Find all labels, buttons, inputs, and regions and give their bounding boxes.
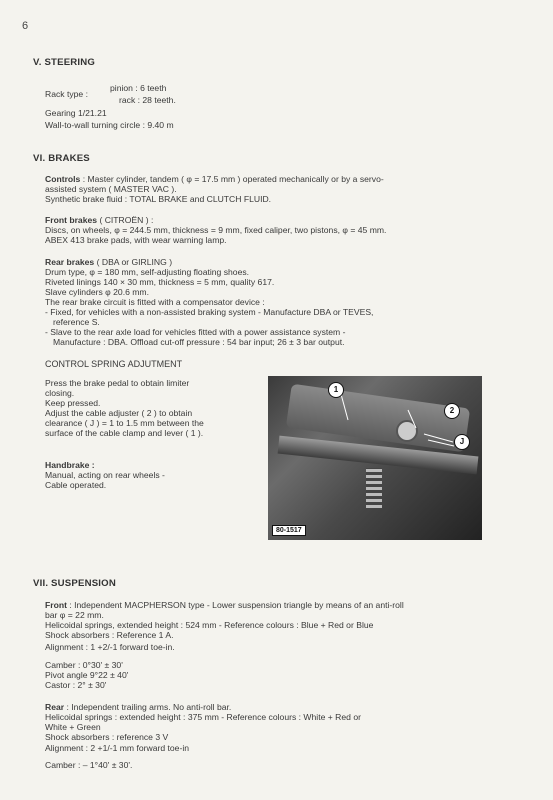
spring-line-2: closing. <box>45 388 75 398</box>
rear-suspension-text: : Independent trailing arms. No anti-roll bar. <box>66 702 232 712</box>
controls-line-1 <box>45 174 384 184</box>
spring-line-3: Keep pressed. <box>45 398 101 408</box>
front-brakes-maker: ( CITROËN ) : <box>99 215 154 225</box>
rear-camber: Camber : – 1°40' ± 30'. <box>45 760 133 770</box>
rear-brakes-line-5: - Fixed, for vehicles with a non-assisted braking system - Manufacture DBA or TEVES, <box>45 307 374 317</box>
turning-circle-spec: Wall-to-wall turning circle : 9.40 m <box>45 120 174 130</box>
rear-brakes-line-2: Riveted linings 140 × 30 mm, thickness = 5 mm, quality 617. <box>45 277 275 287</box>
rear-brakes-line-3: Slave cylinders φ 20.6 mm. <box>45 287 149 297</box>
front-pivot-angle: Pivot angle 9°22 ± 40' <box>45 670 129 680</box>
rear-suspension-title: Rear <box>45 702 65 712</box>
rear-brakes-maker: ( DBA or GIRLING ) <box>96 257 173 267</box>
pinion-spec: pinion : 6 teeth <box>110 83 167 93</box>
callout-j: J <box>454 434 470 450</box>
rear-brakes-line-1: Drum type, φ = 180 mm, self-adjusting floating shoes. <box>45 267 250 277</box>
controls-line-2: assisted system ( MASTER VAC ). <box>45 184 177 194</box>
spring-line-6: surface of the cable clamp and lever ( 1 ). <box>45 428 204 438</box>
front-alignment: Alignment : 1 +2/-1 forward toe-in. <box>45 642 175 652</box>
controls-title: Controls <box>45 174 81 184</box>
front-brakes-title-line <box>45 215 153 225</box>
front-suspension-line-3: Helicoidal springs, extended height : 524 mm - Reference colours : Blue + Red or Blue <box>45 620 374 630</box>
handbrake-line-2: Cable operated. <box>45 480 107 490</box>
spring-line-5: clearance ( J ) = 1 to 1.5 mm between the <box>45 418 204 428</box>
front-suspension-line-1 <box>45 600 404 610</box>
controls-text: : Master cylinder, tandem ( φ = 17.5 mm ) operated mechanically or by a servo- <box>82 174 384 184</box>
rear-brakes-line-6: reference S. <box>53 317 100 327</box>
front-brakes-title: Front brakes <box>45 215 98 225</box>
figure-code: 80-1517 <box>272 525 306 536</box>
front-suspension-line-2: bar φ = 22 mm. <box>45 610 104 620</box>
callout-leader-lines <box>268 376 482 540</box>
handbrake-line-1: Manual, acting on rear wheels - <box>45 470 165 480</box>
front-camber: Camber : 0°30' ± 30' <box>45 660 123 670</box>
brake-compensator-photo <box>268 376 482 540</box>
rear-brakes-line-4: The rear brake circuit is fitted with a compensator device : <box>45 297 265 307</box>
callout-1: 1 <box>328 382 344 398</box>
front-suspension-text: : Independent MACPHERSON type - Lower suspension triangle by means of an anti-roll <box>69 600 404 610</box>
gearing-spec: Gearing 1/21.21 <box>45 108 107 118</box>
rear-suspension-line-1 <box>45 702 231 712</box>
front-brakes-line-2: ABEX 413 brake pads, with wear warning lamp. <box>45 235 227 245</box>
spring-adjustment-heading: CONTROL SPRING ADJUTMENT <box>45 359 183 369</box>
front-castor: Castor : 2° ± 30' <box>45 680 107 690</box>
steering-heading: V. STEERING <box>33 57 96 68</box>
rear-suspension-line-2: Helicoidal springs : extended height : 375 mm - Reference colours : White + Red or <box>45 712 361 722</box>
rear-brakes-line-7: - Slave to the rear axle load for vehicles fitted with a power assistance system - <box>45 327 346 337</box>
rear-suspension-line-3: White + Green <box>45 722 101 732</box>
suspension-heading: VII. SUSPENSION <box>33 578 116 589</box>
controls-line-3: Synthetic brake fluid : TOTAL BRAKE and CLUTCH FLUID. <box>45 194 272 204</box>
front-brakes-line-1: Discs, on wheels, φ = 244.5 mm, thickness = 9 mm, fixed caliper, two pistons, φ = 45 mm. <box>45 225 387 235</box>
rear-brakes-title: Rear brakes <box>45 257 95 267</box>
rear-brakes-line-8: Manufacture : DBA. Offload cut-off pressure : 54 bar input; 26 ± 3 bar output. <box>53 337 345 347</box>
front-suspension-title: Front <box>45 600 67 610</box>
rear-brakes-title-line <box>45 257 172 267</box>
spring-line-1: Press the brake pedal to obtain limiter <box>45 378 190 388</box>
page-number: 6 <box>22 20 29 32</box>
rack-spec: rack : 28 teeth. <box>119 95 176 105</box>
handbrake-title: Handbrake : <box>45 460 95 470</box>
brakes-heading: VI. BRAKES <box>33 153 90 164</box>
callout-2: 2 <box>444 403 460 419</box>
rack-type-label: Rack type : <box>45 89 88 99</box>
rear-alignment: Alignment : 2 +1/-1 mm forward toe-in <box>45 743 190 753</box>
front-suspension-line-4: Shock absorbers : Reference 1 A. <box>45 630 174 640</box>
spring-line-4: Adjust the cable adjuster ( 2 ) to obtain <box>45 408 193 418</box>
rear-suspension-line-4: Shock absorbers : reference 3 V <box>45 732 169 742</box>
